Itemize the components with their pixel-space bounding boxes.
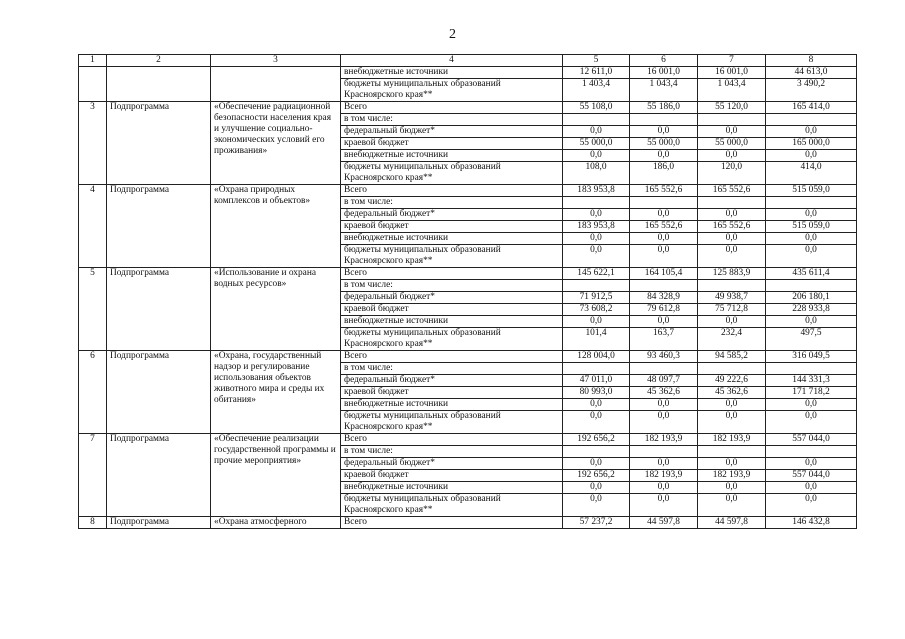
amount-cell: 0,0	[766, 209, 857, 221]
amount-cell: 165 552,6	[698, 185, 766, 197]
funding-source-label: федеральный бюджет*	[341, 126, 563, 138]
funding-source-label: краевой бюджет	[341, 470, 563, 482]
table-row	[79, 67, 857, 79]
amount-cell: 44 597,8	[698, 517, 766, 529]
amount-cell: 48 097,7	[630, 375, 698, 387]
amount-cell: 55 000,0	[698, 138, 766, 150]
funding-source-label: краевой бюджет	[341, 221, 563, 233]
amount-cell: 128 004,0	[563, 351, 630, 363]
amount-cell: 55 186,0	[630, 102, 698, 114]
amount-cell	[630, 363, 698, 375]
funding-source-label: федеральный бюджет*	[341, 375, 563, 387]
amount-cell: 0,0	[766, 458, 857, 470]
amount-cell	[698, 114, 766, 126]
amount-cell: 435 611,4	[766, 268, 857, 280]
table-row	[79, 268, 857, 280]
amount-cell	[766, 363, 857, 375]
amount-cell	[766, 114, 857, 126]
funding-source-label: федеральный бюджет*	[341, 209, 563, 221]
funding-source-label: Всего	[341, 517, 563, 529]
table-row	[79, 185, 857, 197]
amount-cell: 0,0	[698, 458, 766, 470]
program-type: Подпрограмма	[107, 351, 211, 434]
amount-cell: 182 193,9	[698, 434, 766, 446]
amount-cell: 165 552,6	[698, 221, 766, 233]
amount-cell: 16 001,0	[698, 67, 766, 79]
amount-cell: 55 120,0	[698, 102, 766, 114]
funding-source-label: бюджеты муниципальных образований Красноярского края**	[341, 494, 563, 517]
amount-cell: 0,0	[563, 458, 630, 470]
amount-cell: 206 180,1	[766, 292, 857, 304]
amount-cell: 557 044,0	[766, 470, 857, 482]
table-row	[79, 351, 857, 363]
amount-cell: 16 001,0	[630, 67, 698, 79]
amount-cell: 557 044,0	[766, 434, 857, 446]
amount-cell: 44 613,0	[766, 67, 857, 79]
amount-cell: 0,0	[630, 458, 698, 470]
row-number: 3	[79, 102, 107, 185]
amount-cell: 73 608,2	[563, 304, 630, 316]
amount-cell: 0,0	[563, 126, 630, 138]
amount-cell: 55 108,0	[563, 102, 630, 114]
amount-cell: 0,0	[766, 494, 857, 517]
amount-cell: 55 000,0	[563, 138, 630, 150]
program-type: Подпрограмма	[107, 102, 211, 185]
funding-source-label: федеральный бюджет*	[341, 292, 563, 304]
amount-cell: 145 622,1	[563, 268, 630, 280]
funding-source-label: краевой бюджет	[341, 387, 563, 399]
page-number: 2	[449, 27, 456, 42]
amount-cell: 183 953,8	[563, 221, 630, 233]
amount-cell	[698, 280, 766, 292]
program-name: «Использование и охрана водных ресурсов»	[211, 268, 341, 351]
amount-cell: 0,0	[630, 209, 698, 221]
amount-cell: 55 000,0	[630, 138, 698, 150]
column-header: 3	[211, 55, 341, 67]
funding-source-label: бюджеты муниципальных образований Красноярского края**	[341, 162, 563, 185]
amount-cell: 0,0	[698, 150, 766, 162]
amount-cell	[563, 446, 630, 458]
amount-cell: 80 993,0	[563, 387, 630, 399]
amount-cell: 101,4	[563, 328, 630, 351]
amount-cell: 192 656,2	[563, 470, 630, 482]
funding-source-label: Всего	[341, 102, 563, 114]
amount-cell: 3 490,2	[766, 79, 857, 102]
amount-cell	[766, 197, 857, 209]
row-number: 4	[79, 185, 107, 268]
amount-cell: 94 585,2	[698, 351, 766, 363]
amount-cell: 93 460,3	[630, 351, 698, 363]
funding-source-label: в том числе:	[341, 363, 563, 375]
amount-cell	[698, 197, 766, 209]
row-number: 5	[79, 268, 107, 351]
amount-cell: 0,0	[766, 233, 857, 245]
amount-cell: 0,0	[698, 316, 766, 328]
continuation-cell	[107, 67, 211, 102]
column-header-row	[79, 55, 857, 67]
table-row	[79, 102, 857, 114]
amount-cell: 182 193,9	[630, 470, 698, 482]
amount-cell: 1 043,4	[630, 79, 698, 102]
funding-source-label: краевой бюджет	[341, 138, 563, 150]
funding-source-label: федеральный бюджет*	[341, 458, 563, 470]
amount-cell: 0,0	[630, 482, 698, 494]
amount-cell: 47 011,0	[563, 375, 630, 387]
program-name: «Обеспечение радиационной безопасности населения края и улучшение социально-экономических условий его проживания»	[211, 102, 341, 185]
amount-cell: 84 328,9	[630, 292, 698, 304]
column-header: 7	[698, 55, 766, 67]
amount-cell: 316 049,5	[766, 351, 857, 363]
funding-source-label: в том числе:	[341, 446, 563, 458]
amount-cell: 12 611,0	[563, 67, 630, 79]
table-body	[79, 55, 857, 529]
amount-cell: 49 938,7	[698, 292, 766, 304]
amount-cell: 79 612,8	[630, 304, 698, 316]
amount-cell: 0,0	[563, 209, 630, 221]
amount-cell: 44 597,8	[630, 517, 698, 529]
amount-cell: 0,0	[698, 399, 766, 411]
continuation-cell	[79, 67, 107, 102]
funding-source-label: Всего	[341, 268, 563, 280]
amount-cell: 182 193,9	[698, 470, 766, 482]
amount-cell: 232,4	[698, 328, 766, 351]
table-row	[79, 517, 857, 529]
budget-table	[78, 54, 857, 529]
amount-cell: 0,0	[630, 399, 698, 411]
amount-cell: 71 912,5	[563, 292, 630, 304]
amount-cell: 49 222,6	[698, 375, 766, 387]
amount-cell	[766, 280, 857, 292]
funding-source-label: в том числе:	[341, 280, 563, 292]
row-number: 6	[79, 351, 107, 434]
program-type: Подпрограмма	[107, 268, 211, 351]
program-type: Подпрограмма	[107, 185, 211, 268]
amount-cell: 57 237,2	[563, 517, 630, 529]
amount-cell: 192 656,2	[563, 434, 630, 446]
program-name: «Охрана природных комплексов и объектов»	[211, 185, 341, 268]
amount-cell	[630, 446, 698, 458]
amount-cell: 1 043,4	[698, 79, 766, 102]
column-header: 1	[79, 55, 107, 67]
amount-cell: 0,0	[630, 150, 698, 162]
continuation-cell	[211, 67, 341, 102]
funding-source-label: бюджеты муниципальных образований Красноярского края**	[341, 411, 563, 434]
funding-source-label: бюджеты муниципальных образований Красноярского края**	[341, 328, 563, 351]
amount-cell: 0,0	[766, 245, 857, 268]
amount-cell: 164 105,4	[630, 268, 698, 280]
funding-source-label: внебюджетные источники	[341, 233, 563, 245]
funding-source-label: внебюджетные источники	[341, 150, 563, 162]
amount-cell: 0,0	[563, 150, 630, 162]
column-header: 4	[341, 55, 563, 67]
amount-cell: 0,0	[766, 411, 857, 434]
amount-cell: 515 059,0	[766, 221, 857, 233]
program-type: Подпрограмма	[107, 517, 211, 529]
funding-source-label: внебюджетные источники	[341, 316, 563, 328]
program-name: «Охрана атмосферного	[211, 517, 341, 529]
amount-cell	[630, 197, 698, 209]
amount-cell: 0,0	[698, 494, 766, 517]
amount-cell: 125 883,9	[698, 268, 766, 280]
funding-source-label: бюджеты муниципальных образований Красноярского края**	[341, 245, 563, 268]
amount-cell: 0,0	[698, 245, 766, 268]
amount-cell	[766, 446, 857, 458]
amount-cell: 0,0	[698, 209, 766, 221]
amount-cell: 0,0	[563, 494, 630, 517]
amount-cell	[563, 280, 630, 292]
amount-cell: 0,0	[630, 411, 698, 434]
amount-cell: 183 953,8	[563, 185, 630, 197]
amount-cell: 0,0	[698, 482, 766, 494]
amount-cell: 0,0	[630, 126, 698, 138]
amount-cell: 163,7	[630, 328, 698, 351]
amount-cell: 0,0	[563, 399, 630, 411]
program-type: Подпрограмма	[107, 434, 211, 517]
funding-source-label: бюджеты муниципальных образований Красноярского края**	[341, 79, 563, 102]
amount-cell: 0,0	[766, 126, 857, 138]
funding-source-label: в том числе:	[341, 114, 563, 126]
amount-cell	[630, 114, 698, 126]
amount-cell: 515 059,0	[766, 185, 857, 197]
amount-cell: 0,0	[563, 245, 630, 268]
amount-cell: 171 718,2	[766, 387, 857, 399]
program-name: «Охрана, государственный надзор и регулирование использования объектов животного мира и среды их обитания»	[211, 351, 341, 434]
column-header: 6	[630, 55, 698, 67]
column-header: 5	[563, 55, 630, 67]
amount-cell: 0,0	[766, 399, 857, 411]
amount-cell: 1 403,4	[563, 79, 630, 102]
amount-cell: 45 362,6	[630, 387, 698, 399]
amount-cell: 108,0	[563, 162, 630, 185]
amount-cell: 182 193,9	[630, 434, 698, 446]
funding-source-label: внебюджетные источники	[341, 399, 563, 411]
amount-cell: 0,0	[563, 316, 630, 328]
row-number: 8	[79, 517, 107, 529]
amount-cell	[630, 280, 698, 292]
amount-cell: 0,0	[630, 233, 698, 245]
amount-cell: 0,0	[630, 494, 698, 517]
funding-source-label: в том числе:	[341, 197, 563, 209]
funding-source-label: внебюджетные источники	[341, 67, 563, 79]
amount-cell: 414,0	[766, 162, 857, 185]
funding-source-label: Всего	[341, 185, 563, 197]
amount-cell: 0,0	[563, 411, 630, 434]
amount-cell: 120,0	[698, 162, 766, 185]
column-header: 8	[766, 55, 857, 67]
funding-source-label: Всего	[341, 434, 563, 446]
amount-cell: 0,0	[766, 316, 857, 328]
amount-cell	[563, 114, 630, 126]
amount-cell: 165 552,6	[630, 185, 698, 197]
funding-source-label: краевой бюджет	[341, 304, 563, 316]
amount-cell: 0,0	[698, 233, 766, 245]
amount-cell: 0,0	[698, 411, 766, 434]
funding-source-label: внебюджетные источники	[341, 482, 563, 494]
amount-cell: 75 712,8	[698, 304, 766, 316]
amount-cell: 0,0	[766, 150, 857, 162]
amount-cell	[563, 363, 630, 375]
amount-cell: 228 933,8	[766, 304, 857, 316]
amount-cell	[698, 363, 766, 375]
amount-cell: 0,0	[563, 482, 630, 494]
amount-cell	[698, 446, 766, 458]
column-header: 2	[107, 55, 211, 67]
amount-cell: 45 362,6	[698, 387, 766, 399]
amount-cell: 497,5	[766, 328, 857, 351]
amount-cell	[563, 197, 630, 209]
program-name: «Обеспечение реализации государственной программы и прочие мероприятия»	[211, 434, 341, 517]
amount-cell: 165 414,0	[766, 102, 857, 114]
amount-cell: 144 331,3	[766, 375, 857, 387]
amount-cell: 146 432,8	[766, 517, 857, 529]
amount-cell: 165 552,6	[630, 221, 698, 233]
amount-cell: 0,0	[766, 482, 857, 494]
amount-cell: 165 000,0	[766, 138, 857, 150]
funding-source-label: Всего	[341, 351, 563, 363]
amount-cell: 186,0	[630, 162, 698, 185]
amount-cell: 0,0	[630, 245, 698, 268]
amount-cell: 0,0	[698, 126, 766, 138]
table-row	[79, 434, 857, 446]
amount-cell: 0,0	[630, 316, 698, 328]
row-number: 7	[79, 434, 107, 517]
amount-cell: 0,0	[563, 233, 630, 245]
